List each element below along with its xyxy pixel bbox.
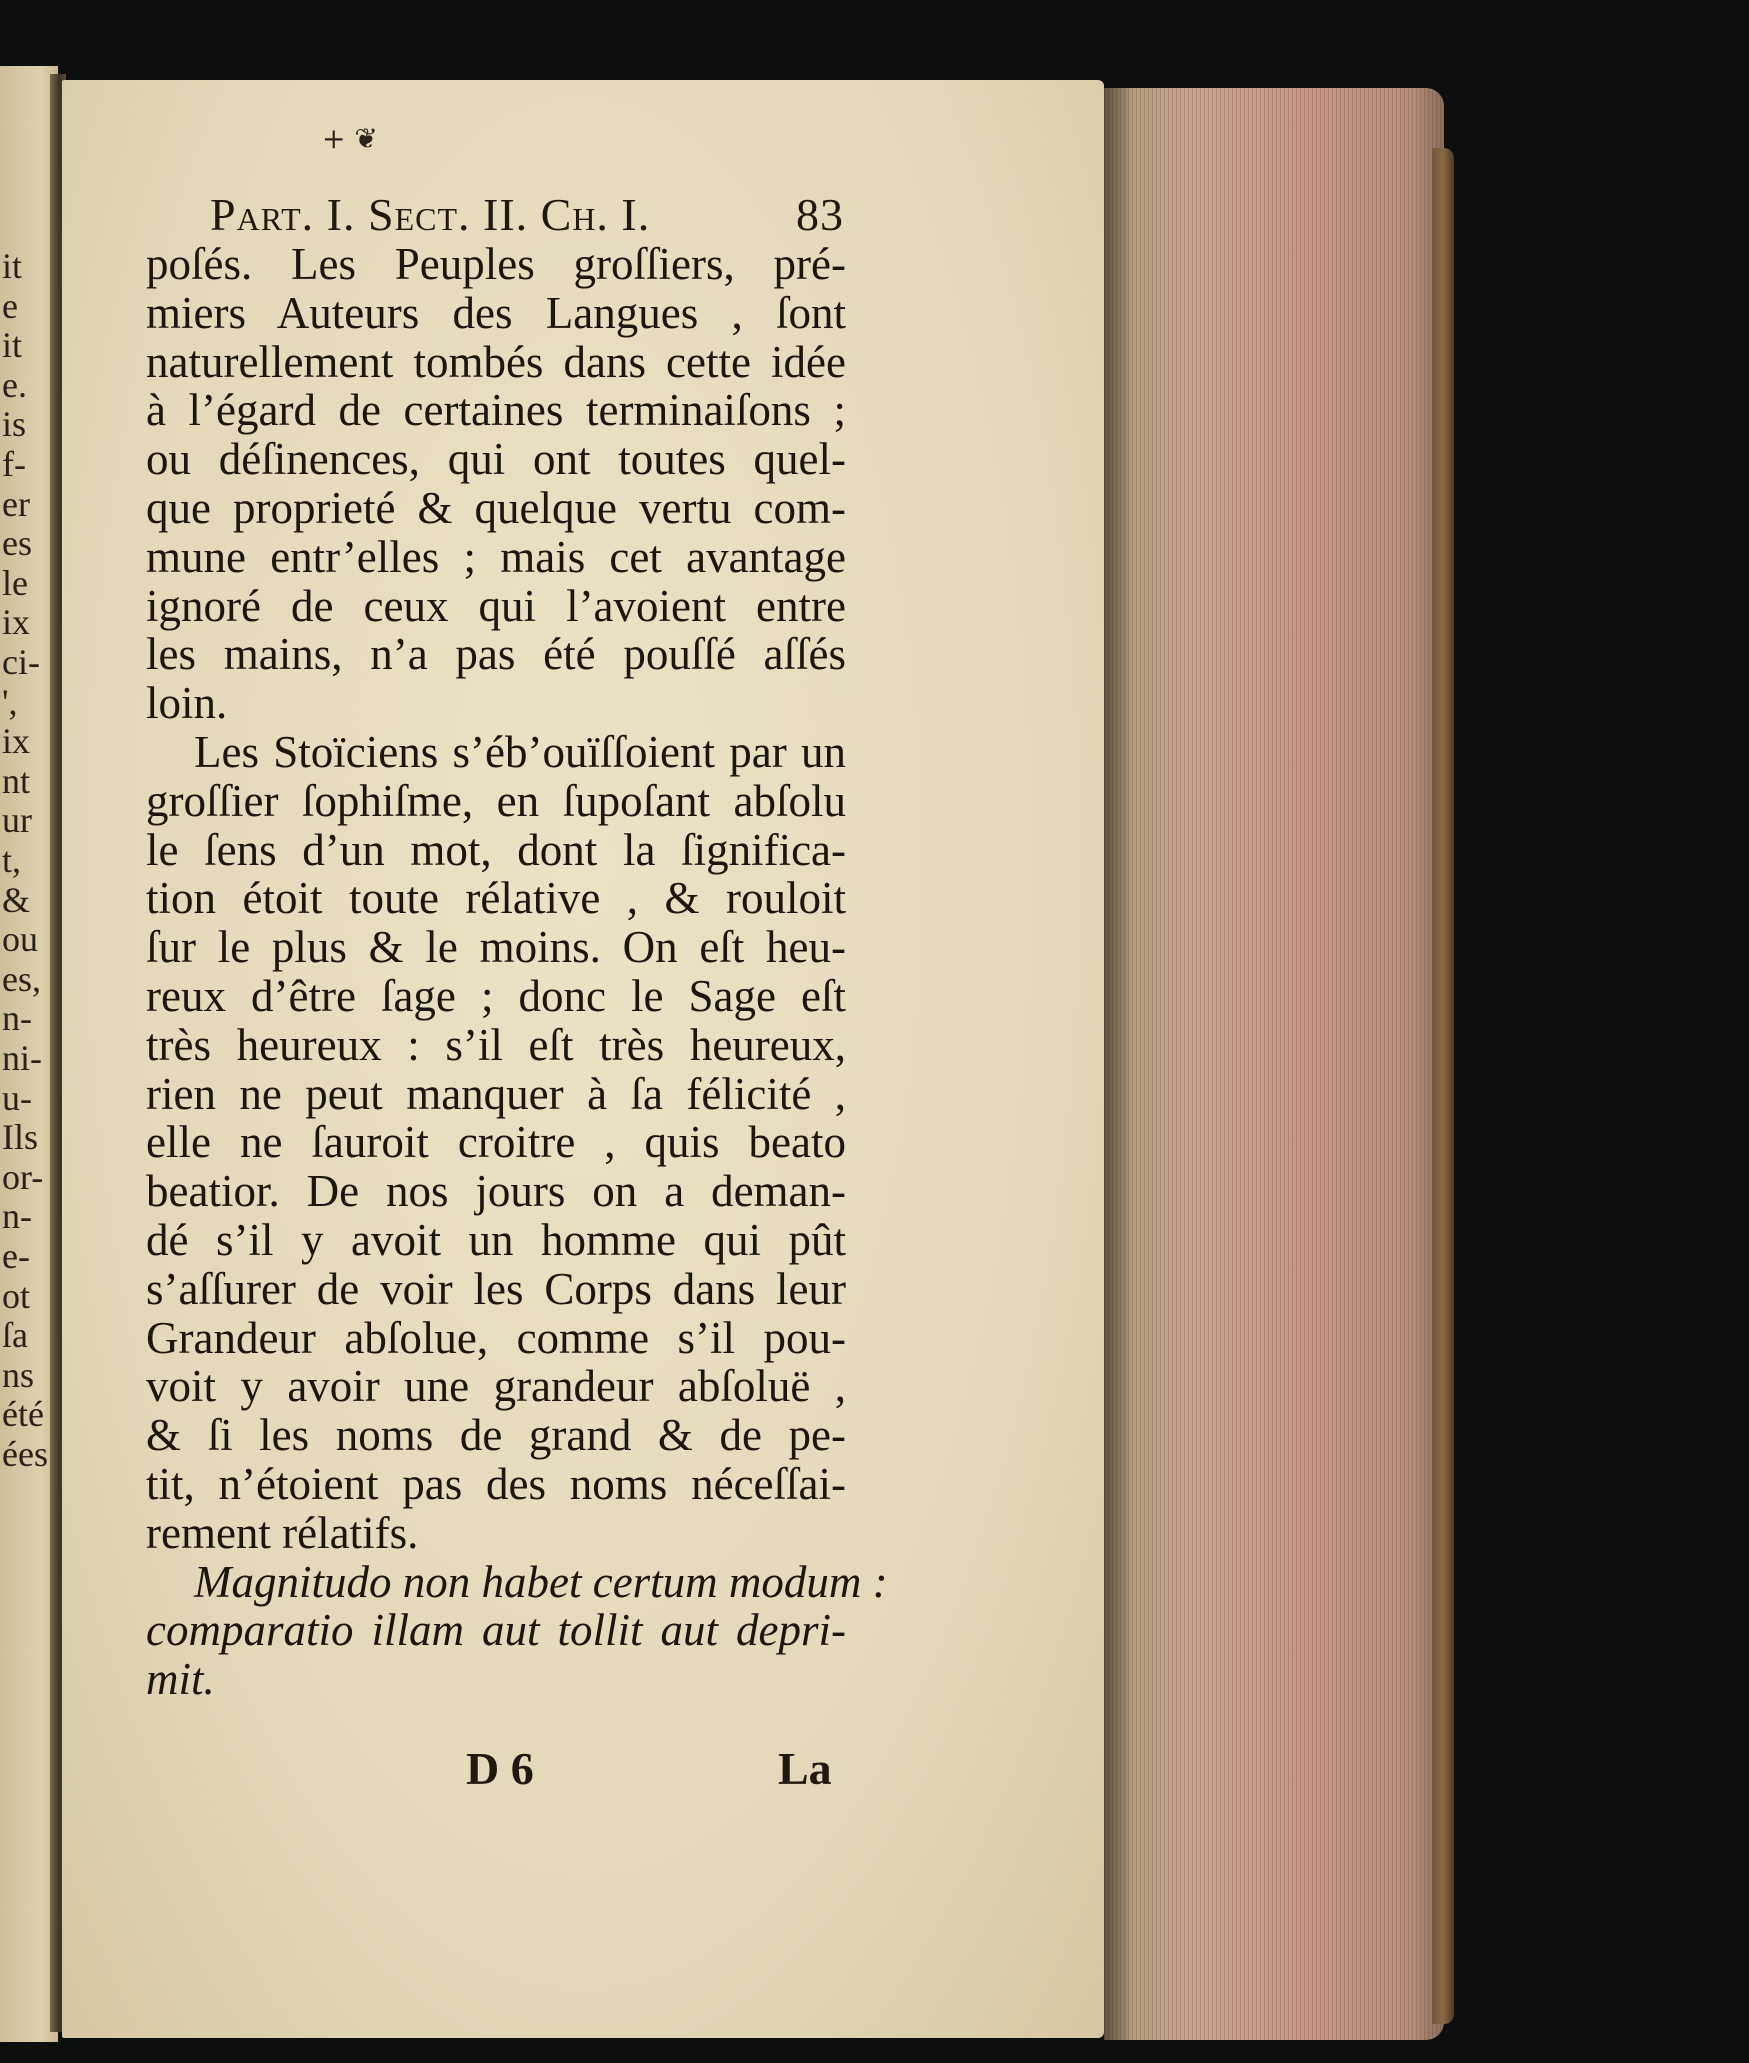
previous-page-fragment: n- [2, 998, 32, 1039]
previous-page-fragment: le [2, 562, 28, 603]
previous-page-fragment: nt [2, 760, 31, 801]
text-line: Les Stoïciens s’éb’ouïſſoient par un [194, 726, 846, 777]
previous-page-fragment: or- [2, 1156, 44, 1197]
previous-page-fragment: f- [2, 444, 26, 484]
text-line: le ſens d’un mot, dont la ſignifica- [146, 824, 846, 875]
previous-page-fragment: ou [2, 919, 38, 960]
signature-mark: D 6 [466, 1743, 534, 1794]
body-text [146, 239, 888, 1705]
page-footer [0, 1742, 1104, 1802]
text-line: que proprieté & quelque vertu com- [146, 482, 846, 533]
previous-page-fragment: ſa [2, 1315, 28, 1356]
text-line: ſur le plus & le moins. On eſt heu- [146, 922, 846, 973]
text-line: les mains, n’a pas été pouſſé aſſés [146, 629, 846, 680]
previous-page-fragment: ', [2, 681, 18, 722]
previous-page-fragment: it [2, 325, 23, 366]
previous-page-fragment: er [2, 483, 30, 524]
text-line: dé s’il y avoit un homme qui pût [146, 1214, 846, 1265]
text-line: poſés. Les Peuples groſſiers, pré- [146, 239, 846, 289]
text-line: voit y avoir une grandeur abſoluë , [146, 1361, 846, 1412]
previous-page-fragment: ées [2, 1434, 48, 1474]
previous-page-fragment: ci- [2, 642, 40, 682]
previous-page-fragment: n- [2, 1196, 32, 1237]
text-line: beatior. De nos jours on a deman- [146, 1166, 846, 1217]
previous-page-fragment: ot [2, 1275, 31, 1316]
text-line: Grandeur abſolue, comme s’il pou- [146, 1312, 846, 1363]
latin-quote-line: comparatio illam aut tollit aut depri- [146, 1605, 846, 1656]
top-mark: + ❦ [322, 122, 378, 155]
text-line: s’aſſurer de voir les Corps dans leur [146, 1263, 846, 1314]
latin-quote-line: mit. [146, 1654, 215, 1705]
previous-page-fragment: is [2, 404, 27, 445]
previous-page-fragment: it [2, 246, 23, 286]
text-line: ou déſinences, qui ont toutes quel- [146, 434, 846, 485]
previous-page-fragment: es [2, 523, 32, 564]
fore-edge-shadow [1104, 88, 1134, 2040]
previous-page-fragment: u- [2, 1077, 32, 1118]
previous-page-fragment: ur [2, 800, 32, 841]
text-line: rement rélatifs. [146, 1507, 419, 1558]
previous-page-fragment: es, [2, 958, 41, 999]
previous-page-fragment: e- [2, 1236, 30, 1276]
text-line: miers Auteurs des Langues , ſont [146, 287, 846, 338]
previous-page-fragment: Ils [2, 1117, 38, 1158]
text-line: très heureux : s’il eſt très heureux, [146, 1019, 846, 1070]
previous-page-fragment: t, [2, 840, 22, 880]
previous-page-fragment: e. [2, 364, 27, 405]
text-line: mune entr’elles ; mais cet avantage [146, 531, 846, 582]
text-line: loin. [146, 678, 228, 729]
previous-page-fragment: ni- [2, 1038, 42, 1078]
previous-page-fragment: e [2, 285, 18, 326]
text-line: & ſi les noms de grand & de pe- [146, 1410, 846, 1461]
previous-page-fragment: été [2, 1394, 44, 1435]
text-line: rien ne peut manquer à ſa félicité , [146, 1068, 846, 1119]
text-line: groſſier ſophiſme, en ſupoſant abſolu [146, 775, 846, 826]
text-line: à l’égard de certaines terminaiſons ; [146, 385, 846, 436]
text-line: ignoré de ceux qui l’avoient entre [146, 580, 846, 631]
text-line: naturellement tombés dans cette idée [146, 336, 846, 387]
running-header [210, 188, 844, 241]
text-line: reux d’être ſage ; donc le Sage eſt [146, 970, 846, 1021]
text-line: tit, n’étoient pas des noms néceſſai- [146, 1458, 846, 1509]
latin-quote-line: Magnitudo non habet certum modum : [194, 1556, 888, 1607]
previous-page-fragment: ix [2, 721, 31, 762]
text-line: tion étoit toute rélative , & rouloit [146, 873, 846, 924]
book-cover-edge [1432, 148, 1454, 2024]
previous-page-fragment: & [2, 879, 31, 920]
previous-page-fragment: ix [2, 602, 31, 643]
running-head: Part. I. Sect. II. Ch. I. [210, 189, 651, 240]
catchword: La [778, 1743, 832, 1794]
previous-page-fragment: ns [2, 1354, 35, 1395]
book-fore-edge [1104, 88, 1444, 2040]
text-line: elle ne ſauroit croitre , quis beato [146, 1117, 846, 1168]
page-number: 83 [796, 189, 844, 240]
